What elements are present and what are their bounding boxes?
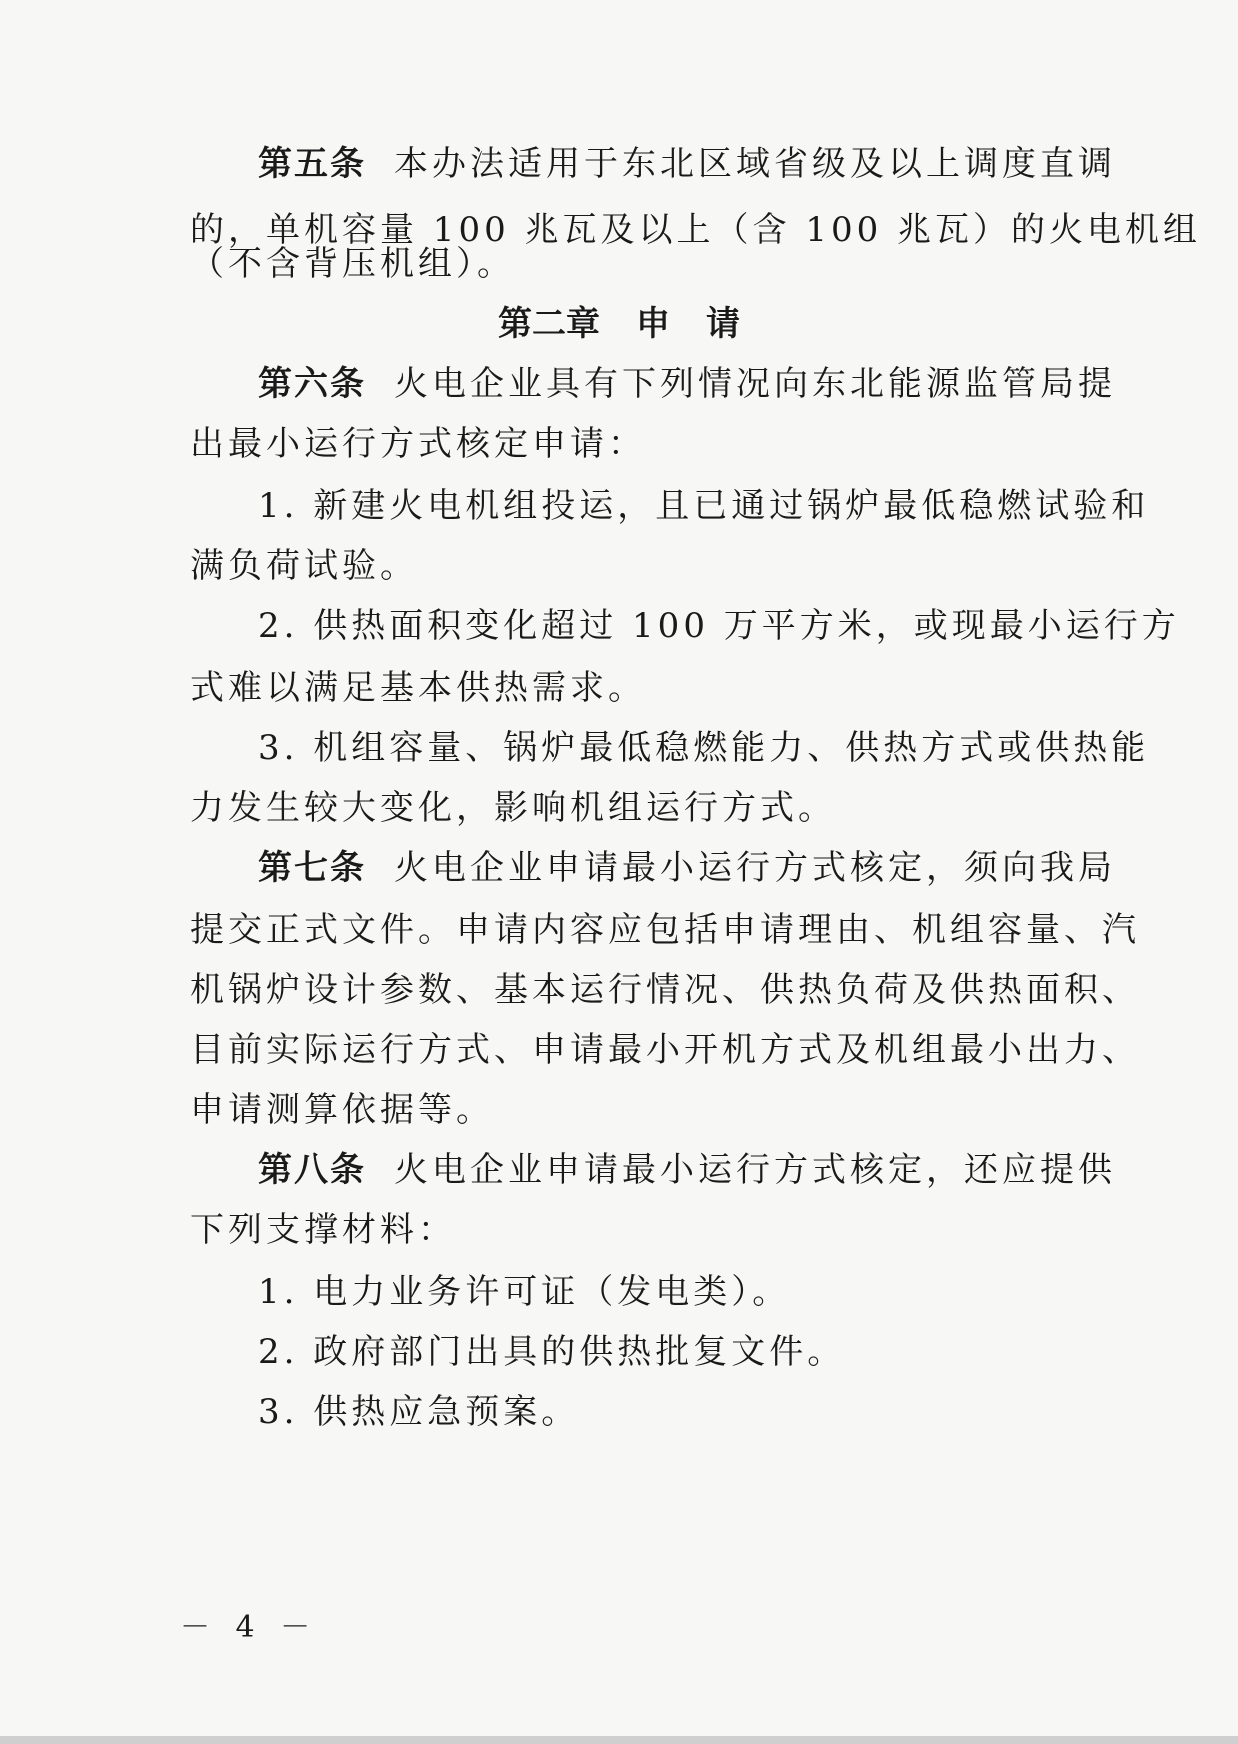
article7-text-1: 火电企业申请最小运行方式核定，须向我局 bbox=[394, 848, 1116, 888]
chapter-heading bbox=[0, 302, 1238, 346]
article7-title: 第七条 bbox=[258, 848, 366, 888]
article8-item3: 3. 供热应急预案。 bbox=[258, 1392, 580, 1432]
article7-line2: 提交正式文件。申请内容应包括申请理由、机组容量、汽 bbox=[190, 910, 1140, 950]
page-number: － 4 － bbox=[180, 1610, 319, 1645]
article6-item3-line1: 3. 机组容量、锅炉最低稳燃能力、供热方式或供热能 bbox=[258, 728, 1150, 768]
article7-line3: 机锅炉设计参数、基本运行情况、供热负荷及供热面积、 bbox=[190, 970, 1140, 1010]
article7-line5: 申请测算依据等。 bbox=[190, 1090, 494, 1130]
chapter-word-2: 请 bbox=[706, 304, 740, 344]
article5-line2: 的，单机容量 100 兆瓦及以上（含 100 兆瓦）的火电机组 bbox=[190, 210, 1202, 250]
article6-line2: 出最小运行方式核定申请： bbox=[190, 424, 646, 464]
chapter-number: 第二章 bbox=[498, 304, 600, 344]
article5-text-1: 本办法适用于东北区域省级及以上调度直调 bbox=[394, 144, 1116, 184]
article6-title: 第六条 bbox=[258, 364, 366, 404]
scan-edge-divider bbox=[0, 1736, 1238, 1744]
article5-line3: （不含背压机组）。 bbox=[190, 244, 515, 284]
article5-line1 bbox=[258, 142, 1116, 186]
article6-item1-line2: 满负荷试验。 bbox=[190, 546, 418, 586]
article6-text-1: 火电企业具有下列情况向东北能源监管局提 bbox=[394, 364, 1116, 404]
article6-item1-line1: 1. 新建火电机组投运，且已通过锅炉最低稳燃试验和 bbox=[258, 486, 1150, 526]
article7-line1 bbox=[258, 846, 1116, 890]
article7-line4: 目前实际运行方式、申请最小开机方式及机组最小出力、 bbox=[190, 1030, 1140, 1070]
chapter-word-1: 申 bbox=[636, 304, 670, 344]
article8-line2: 下列支撑材料： bbox=[190, 1210, 456, 1250]
article8-text-1: 火电企业申请最小运行方式核定，还应提供 bbox=[394, 1150, 1116, 1190]
article6-item3-line2: 力发生较大变化，影响机组运行方式。 bbox=[190, 788, 836, 828]
article6-item2-line1: 2. 供热面积变化超过 100 万平方米，或现最小运行方 bbox=[258, 606, 1180, 646]
article8-line1 bbox=[258, 1148, 1116, 1192]
article8-item1: 1. 电力业务许可证（发电类）。 bbox=[258, 1272, 791, 1312]
article8-title: 第八条 bbox=[258, 1150, 366, 1190]
article6-line1 bbox=[258, 362, 1116, 406]
article5-title: 第五条 bbox=[258, 144, 366, 184]
article6-item2-line2: 式难以满足基本供热需求。 bbox=[190, 668, 646, 708]
article8-item2: 2. 政府部门出具的供热批复文件。 bbox=[258, 1332, 846, 1372]
